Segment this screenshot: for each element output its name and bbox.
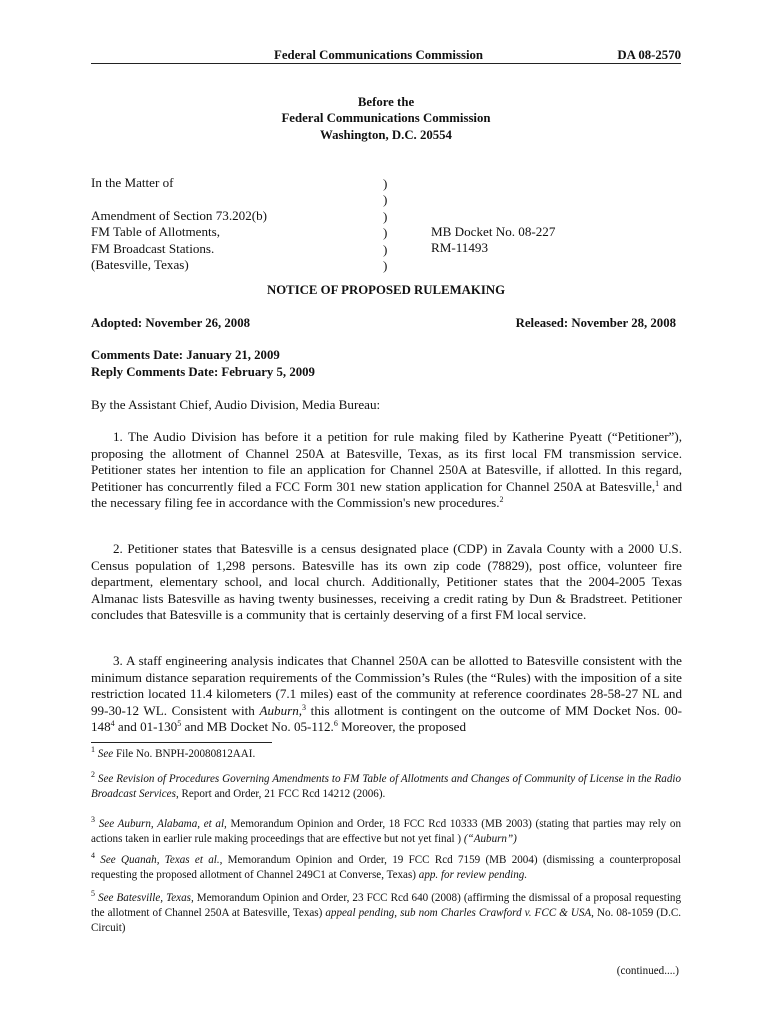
- notice-title: NOTICE OF PROPOSED RULEMAKING: [266, 283, 506, 297]
- footnote-citation: See Batesville, Texas,: [98, 892, 194, 904]
- footnote-short-cite: (“Auburn”): [463, 833, 517, 845]
- continued-marker: (continued....): [616, 965, 679, 977]
- caption-line: Before the: [357, 95, 415, 109]
- footnote-citation: See Revision of Procedures Governing Amendments to FM Table of Allotments and Changes of Community of License in the Radio Broadcast Services: [91, 773, 681, 800]
- footnote-citation: See Quanah, Texas et al.,: [100, 854, 223, 866]
- footnote-text: No. 08-1059 (D.C. Circuit): [91, 907, 682, 934]
- paragraph-text: and the necessary filing fee in accordance with the Commission's new procedures.: [91, 478, 682, 511]
- caption-line: Federal Communications Commission: [281, 111, 491, 126]
- footnote-citation: See Auburn, Alabama, et al,: [98, 818, 227, 830]
- footnote-number: 5: [91, 889, 95, 898]
- paragraph-1: [91, 429, 682, 512]
- paren: ): [383, 225, 388, 241]
- matter-line: [91, 191, 267, 207]
- adopted-date: Adopted: November 26, 2008: [91, 316, 251, 330]
- footnote-signal: See: [97, 748, 114, 760]
- footnote-status: appeal pending, sub nom Charles Crawford v. FCC & USA,: [325, 907, 594, 919]
- paragraph-3: [91, 653, 682, 736]
- footnote-text: Memorandum Opinion and Order, 23 FCC Rcd 640 (2008) (affirming the dismissal of a proposal requesting the allotment of Channel 250A at Batesville, Texas): [91, 892, 681, 919]
- footnote-5: [91, 891, 681, 936]
- paragraph-text: this allotment is contingent on the outcome of MM Docket Nos. 00-148: [91, 702, 682, 735]
- footnote-number: 2: [91, 770, 95, 779]
- comments-date: Comments Date: January 21, 2009: [91, 348, 280, 362]
- comment-dates: [91, 347, 315, 380]
- footnote-2: [91, 772, 681, 802]
- paren: ): [383, 192, 388, 208]
- matter-line: (Batesville, Texas): [91, 256, 189, 272]
- footnote-number: 4: [91, 851, 95, 860]
- footnote-ref: 3: [302, 702, 307, 712]
- paren: ): [383, 241, 388, 257]
- docket-line: MB Docket No. 08-227: [431, 224, 556, 239]
- case-name: Auburn,: [259, 702, 303, 718]
- matter-line: In the Matter of: [91, 175, 174, 190]
- docket-numbers: [431, 224, 555, 257]
- footnote-ref: 4: [110, 719, 115, 729]
- matter-caption: [91, 175, 267, 273]
- caption-heading: [91, 94, 681, 143]
- footnote-text: Memorandum Opinion and Order, 19 FCC Rcd 7159 (MB 2004) (dismissing a counterproposal requesting the proposed allotment of Channel 249C1 at Converse, Texas): [91, 854, 681, 881]
- docket-line: RM-11493: [431, 240, 488, 256]
- paragraph-2: [91, 541, 682, 624]
- footnote-divider: [91, 742, 272, 743]
- paragraph-text: 2. Petitioner states that Batesville is a census designated place (CDP) in Zavala County with a 2000 U.S. Census population of 1,298 persons. Batesville has its own zip code (78829), post office, volunteer fire department, elementary school, and local church. Additionally, Petitioner states that the 2004-2005 Texas Almanac lists Batesville as having twenty businesses, receiving a credit rating by Dun & Bradstreet. Petitioner concludes that Batesville is a community that is certainly deserving of a first FM local service.: [91, 541, 682, 623]
- caption-line: Washington, D.C. 20554: [320, 127, 452, 142]
- footnote-text: Memorandum Opinion and Order, 18 FCC Rcd 10333 (MB 2003) (stating that parties may rely on actions taken in earlier rule making proceedings that are effective but not yet final ): [91, 818, 681, 845]
- paren: ): [383, 208, 388, 224]
- running-header: [91, 47, 681, 64]
- footnote-text: , Report and Order, 21 FCC Rcd 14212 (2006).: [175, 788, 386, 800]
- footnote-3: [91, 817, 681, 847]
- reply-comments-date: Reply Comments Date: February 5, 2009: [91, 364, 315, 379]
- paragraph-text: and 01-130: [114, 719, 178, 735]
- paragraph-text: 1. The Audio Division has before it a petition for rule making filed by Katherine Pyeatt (“Petitioner”), proposing the allotment of Channel 250A at Batesville, Texas, as its first local FM transmission service. Petitioner states her intention to file an application for Channel 250A at Batesville, if allotted. In this regard, Petitioner has concurrently filed a FCC Form 301 new station application for Channel 250A at Batesville,: [91, 429, 682, 494]
- footnote-ref: 2: [499, 495, 504, 505]
- matter-line: Amendment of Section 73.202(b): [91, 207, 268, 223]
- footnote-number: 3: [91, 815, 95, 824]
- footnote-number: 1: [91, 745, 95, 754]
- paragraph-text: Moreover, the proposed: [337, 719, 467, 735]
- footnote-ref: 1: [655, 478, 660, 488]
- header-agency: Federal Communications Commission: [274, 48, 484, 62]
- header-doc-number: DA 08-2570: [617, 48, 681, 62]
- matter-line: FM Broadcast Stations.: [91, 240, 215, 256]
- footnote-1: [91, 747, 681, 762]
- paragraph-text: and MB Docket No. 05-112.: [181, 719, 334, 735]
- caption-parentheses: [383, 176, 387, 274]
- paren: ): [383, 176, 388, 191]
- matter-line: FM Table of Allotments,: [91, 224, 221, 240]
- footnote-ref: 6: [333, 719, 338, 729]
- paragraph-text: 3. A staff engineering analysis indicates that Channel 250A can be allotted to Batesville consistent with the minimum distance separation requirements of the Commission’s Rules (the “Rules) with the imposition of a site restriction located 11.4 kilometers (7.1 miles) east of the community at reference coordinates 28-58-27 NL and 99-30-12 WL. Consistent with: [91, 653, 682, 718]
- released-date: Released: November 28, 2008: [515, 316, 676, 330]
- footnote-status: app. for review pending.: [418, 869, 528, 881]
- byline: By the Assistant Chief, Audio Division, Media Bureau:: [91, 397, 381, 412]
- footnote-ref: 5: [177, 719, 182, 729]
- paren: ): [383, 257, 388, 273]
- footnote-text: File No. BNPH-20080812AAI.: [113, 748, 256, 760]
- footnote-4: [91, 853, 681, 883]
